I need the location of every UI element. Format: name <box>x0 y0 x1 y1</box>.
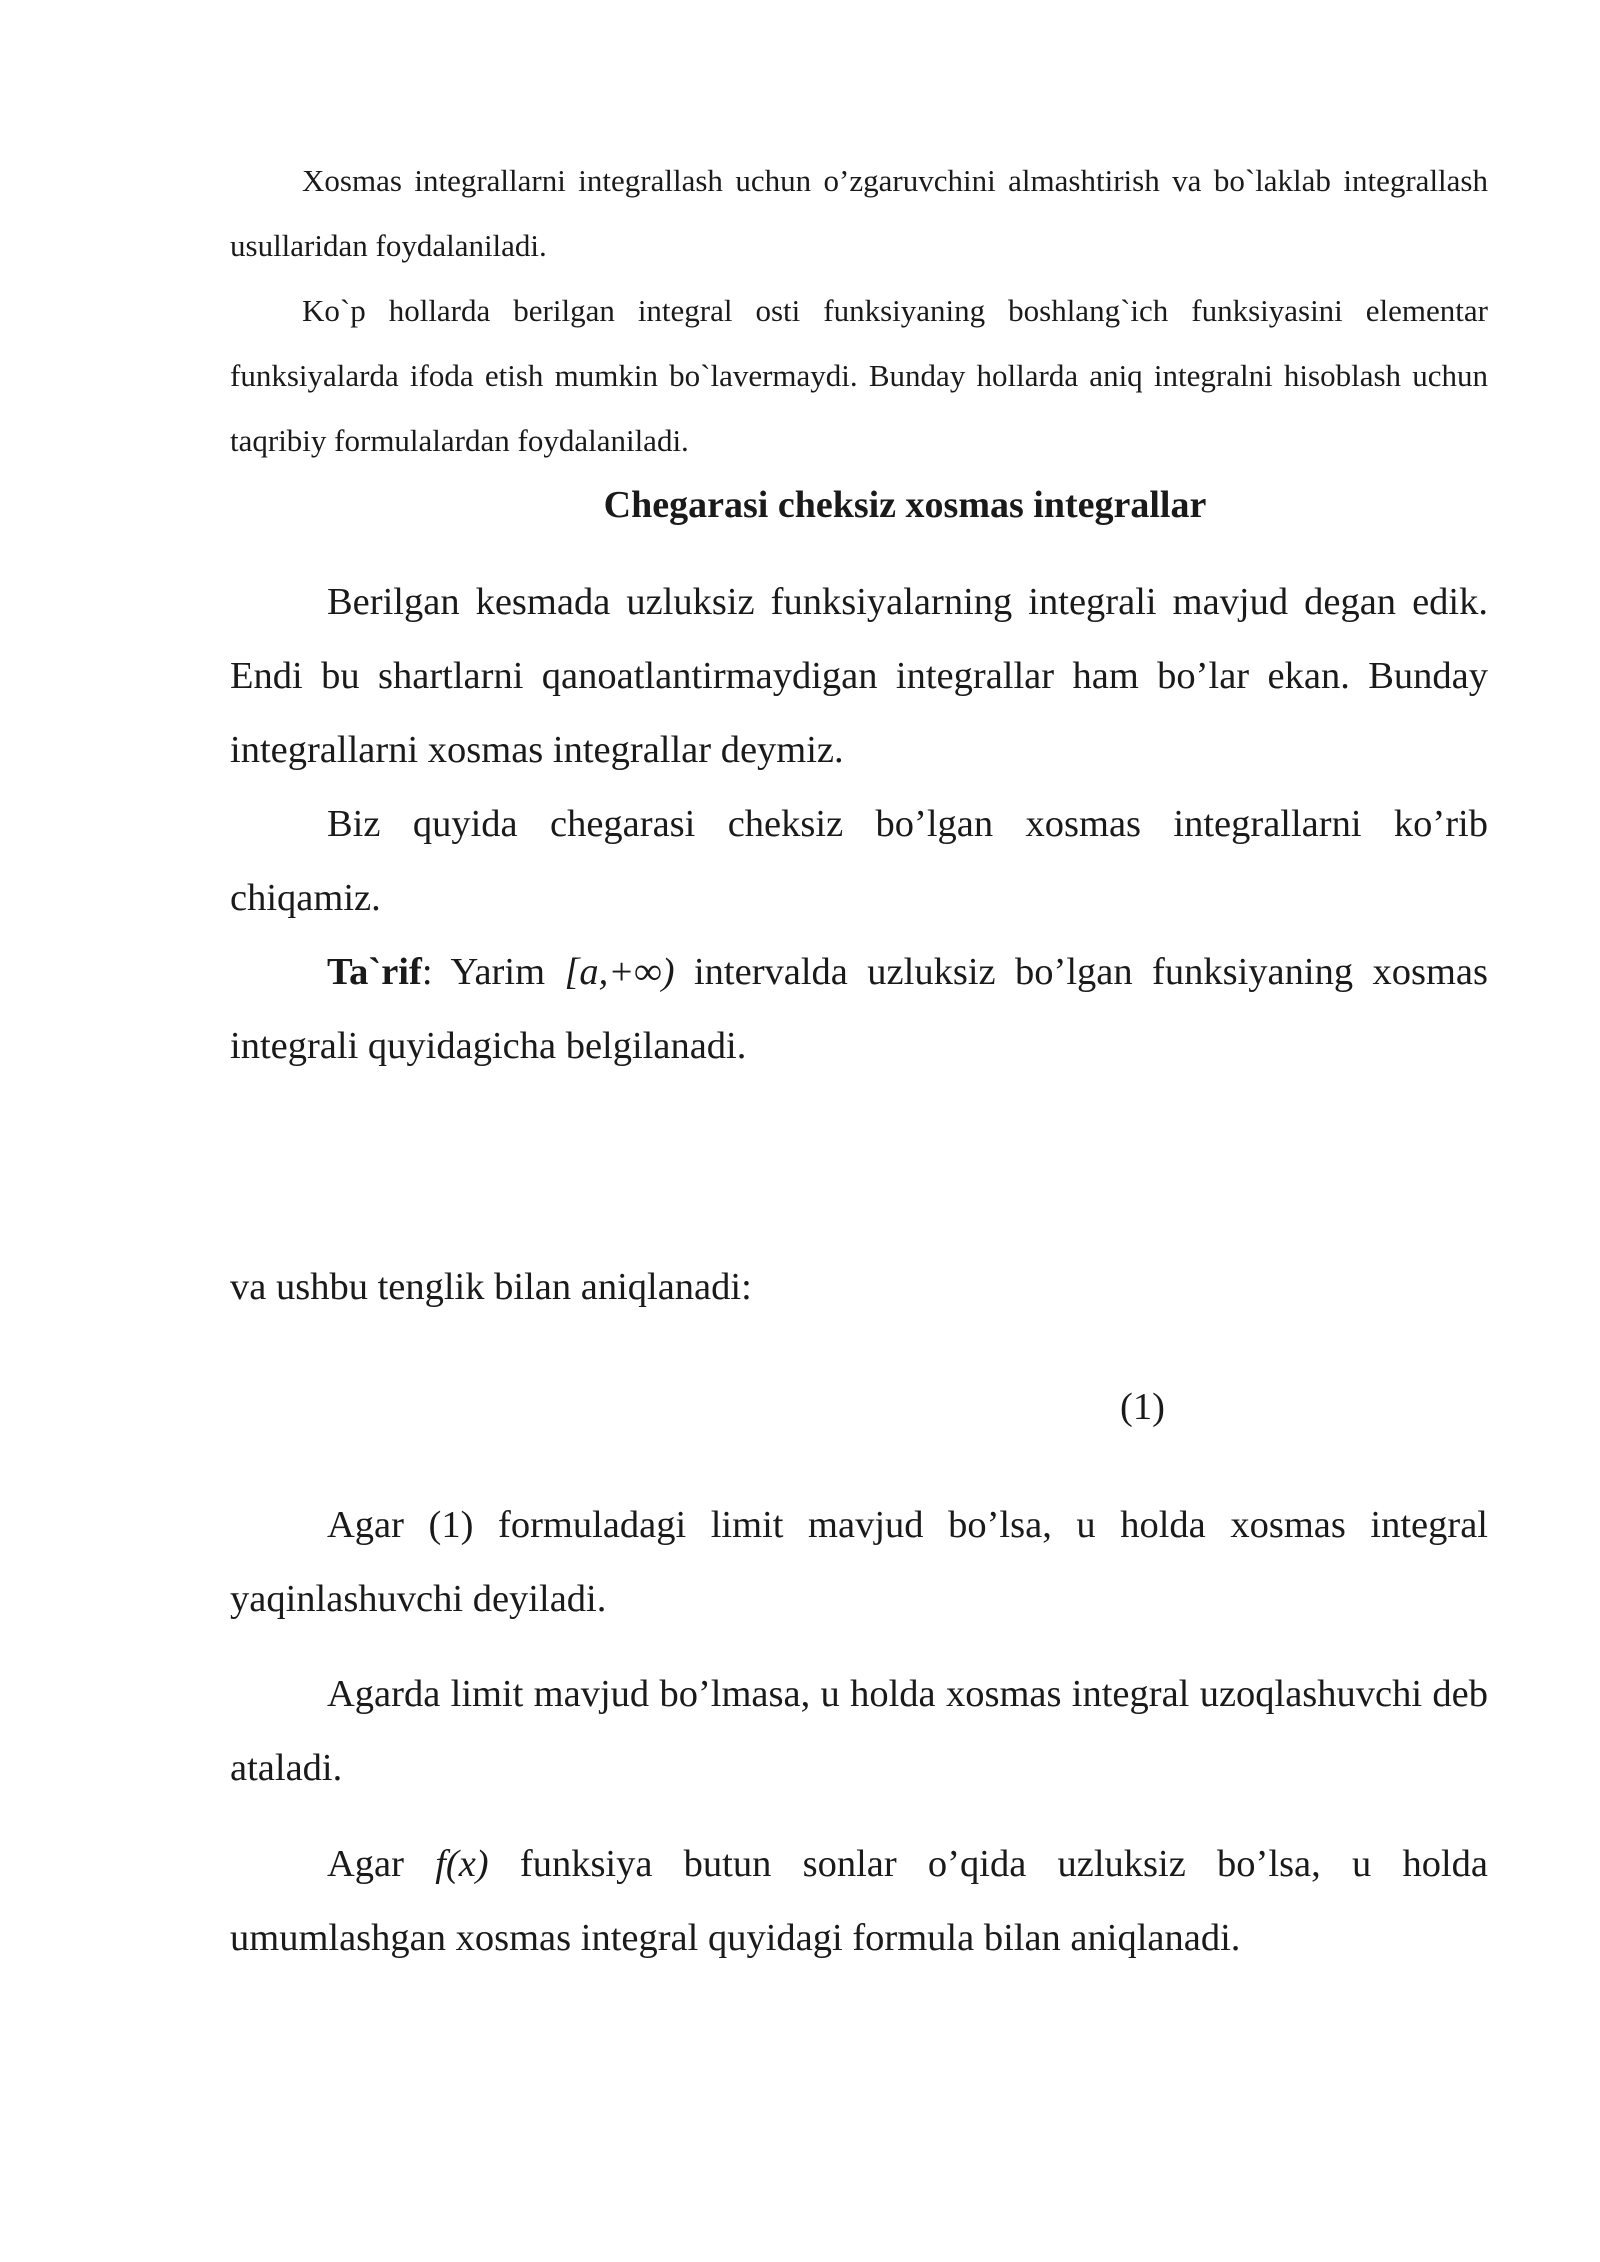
definition-rest: intervalda uzluksiz bo’lgan funksiyaning xosmas integrali quyidagicha belgilanadi. <box>230 951 1488 1067</box>
definition-colon: : Yarim <box>421 951 565 993</box>
paragraph-convergent: Agar (1) formuladagi limit mavjud bo’lsa, u holda xosmas integral yaqinlashuvchi deyiladi. <box>230 1504 1488 1620</box>
paragraph-definition-context: Berilgan kesmada uzluksiz funksiyalarning integrali mavjud degan edik. Endi bu shartlarni qanoatlantirmaydigan integrallar ham bo’lar ekan. Bunday integrallarni xosmas integrallar deymiz. <box>230 581 1488 771</box>
formula-number: (1) <box>1120 1386 1165 1428</box>
paragraph-equality-intro: va ushbu tenglik bilan aniqlanadi: <box>230 1266 752 1308</box>
paragraph-generalized <box>230 1827 1488 1975</box>
section-heading: Chegarasi cheksiz xosmas integrallar <box>603 484 1207 526</box>
paragraph-intro: Xosmas integrallarni integrallash uchun o’zgaruvchini almashtirish va bo`laklab integrallash usullaridan foydalaniladi. <box>230 163 1488 263</box>
paragraph-overview: Biz quyida chegarasi cheksiz bo’lgan xosmas integrallarni ko’rib chiqamiz. <box>230 803 1488 919</box>
generalized-start: Agar <box>327 1843 436 1885</box>
definition-term: Ta`rif <box>327 951 422 993</box>
paragraph-divergent: Agarda limit mavjud bo’lmasa, u holda xosmas integral uzoqlashuvchi deb ataladi. <box>230 1673 1488 1789</box>
function-notation: f(x) <box>435 1843 489 1885</box>
generalized-rest: funksiya butun sonlar o’qida uzluksiz bo’lsa, u holda umumlashgan xosmas integral quyidagi formula bilan aniqlanadi. <box>230 1843 1489 1959</box>
definition-interval: [a,+∞) <box>564 951 675 993</box>
paragraph-approximation: Ko`p hollarda berilgan integral osti funksiyaning boshlang`ich funksiyasini elementar funksiyalarda ifoda etish mumkin bo`lavermaydi. Bunday hollarda aniq integralni hisoblash uchun taqribiy formulalardan foydalaniladi. <box>230 293 1488 458</box>
paragraph-definition <box>230 935 1488 1083</box>
